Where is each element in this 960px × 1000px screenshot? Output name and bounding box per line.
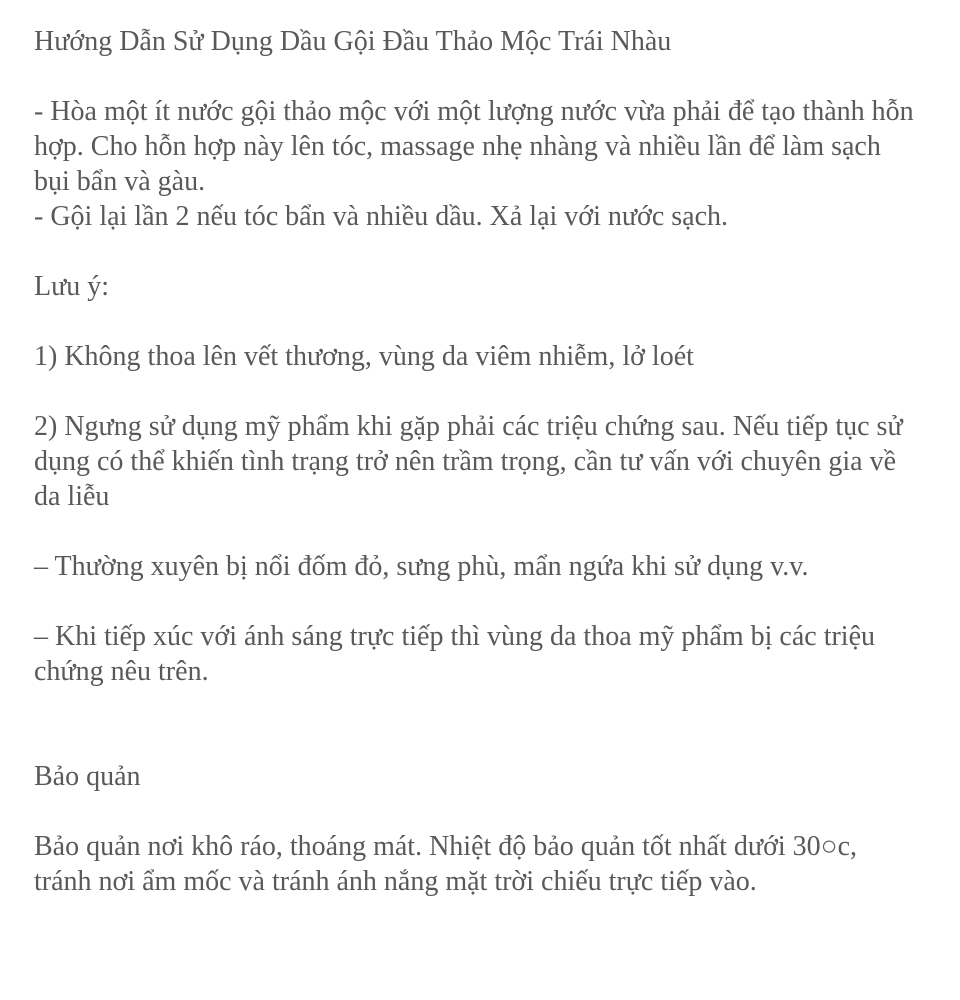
document-body <box>34 24 914 899</box>
spacer <box>34 514 914 549</box>
instruction-step-1: - Hòa một ít nước gội thảo mộc với một lượng nước vừa phải để tạo thành hỗn hợp. Cho hỗn hợp này lên tóc, massage nhẹ nhàng và nhiều lần để làm sạch bụi bẩn và gàu. <box>34 96 914 197</box>
symptom-item-2: – Khi tiếp xúc với ánh sáng trực tiếp thì vùng da thoa mỹ phẩm bị các triệu chứng nêu trên. <box>34 621 875 687</box>
instruction-step-2: - Gội lại lần 2 nếu tóc bẩn và nhiều dầu. Xả lại với nước sạch. <box>34 201 729 232</box>
spacer <box>34 234 914 269</box>
spacer <box>34 374 914 409</box>
spacer <box>34 584 914 619</box>
spacer <box>34 59 914 94</box>
storage-text: Bảo quản nơi khô ráo, thoáng mát. Nhiệt độ bảo quản tốt nhất dưới 30○c, tránh nơi ẩm mốc và tránh ánh nắng mặt trời chiếu trực tiếp vào. <box>34 831 857 897</box>
document-title: Hướng Dẫn Sử Dụng Dầu Gội Đầu Thảo Mộc Trái Nhàu <box>34 26 672 57</box>
symptom-item-1: – Thường xuyên bị nổi đốm đỏ, sưng phù, mẩn ngứa khi sử dụng v.v. <box>34 551 809 582</box>
note-item-1: 1) Không thoa lên vết thương, vùng da viêm nhiễm, lở loét <box>34 341 694 372</box>
notes-heading: Lưu ý: <box>34 271 110 302</box>
storage-heading: Bảo quản <box>34 761 141 792</box>
spacer <box>34 689 914 759</box>
note-item-2: 2) Ngưng sử dụng mỹ phẩm khi gặp phải các triệu chứng sau. Nếu tiếp tục sử dụng có thể khiến tình trạng trở nên trầm trọng, cần tư vấn với chuyên gia về da liễu <box>34 411 903 512</box>
spacer <box>34 304 914 339</box>
spacer <box>34 794 914 829</box>
